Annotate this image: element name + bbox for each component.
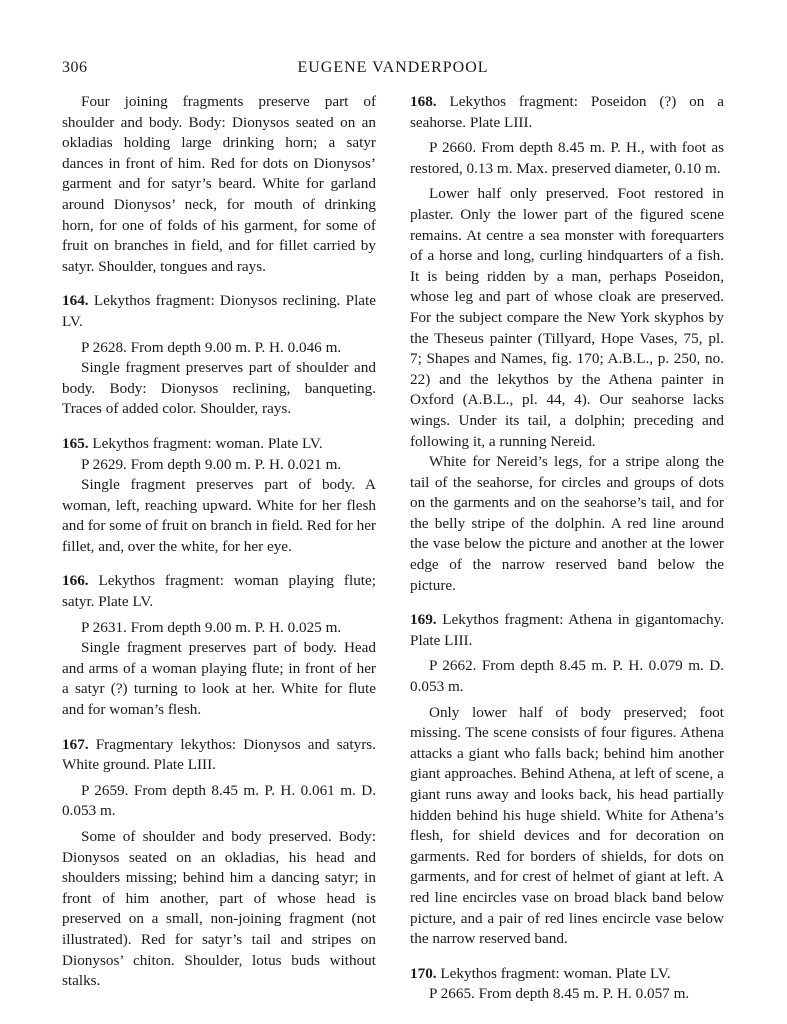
catalog-entry-168 [410,92,724,596]
entry-title: Lekythos fragment: woman. Plate LV. [440,964,671,982]
entry-heading [62,434,376,455]
entry-inventory: P 2628. From depth 9.00 m. P. H. 0.046 m. [81,338,342,356]
entry-title: Fragmentary lekythos: Dionysos and satyrs. White ground. Plate LIII. [62,735,377,774]
entry-title: Lekythos fragment: woman playing flute; satyr. Plate LV. [62,572,376,611]
catalog-entry-166 [62,571,376,720]
entry-inventory: P 2629. From depth 9.00 m. P. H. 0.021 m. [81,455,342,473]
entry-title: Lekythos fragment: Poseidon (?) on a seahorse. Plate LIII. [410,93,725,131]
page-header [62,59,724,83]
entry-number: 165. [62,434,89,452]
entry-heading [62,571,376,612]
entry-description: Single fragment preserves part of body. Head and arms of a woman playing flute; in front of her a satyr (?) turning to look at her. White for flute and for woman’s flesh. [62,639,376,719]
entry-number: 166. [62,572,89,590]
entry-title: Lekythos fragment: Athena in gigantomachy. Plate LIII. [410,611,724,649]
entry-heading [410,964,724,985]
entry-number: 164. [62,292,89,310]
entry-heading [410,610,724,651]
catalog-entry-165 [62,434,376,558]
entry-description: Single fragment preserves part of body. A woman, left, reaching upward. White for her flesh and for some of fruit on branch in field. Red for her fillet, and, over the white, for her eye. [62,476,376,555]
entry-number: 170. [410,964,437,982]
catalog-entry-164 [62,291,376,420]
right-column [410,92,724,1005]
entry-heading [62,735,376,776]
entry-number: 168. [410,93,437,110]
running-title: EUGENE VANDERPOOL [297,59,489,76]
entry-inventory: P 2662. From depth 8.45 m. P. H. 0.079 m. D. 0.053 m. [410,657,724,696]
entry-heading [62,291,376,332]
entry-title: Lekythos fragment: Dionysos reclining. Plate LV. [62,292,376,330]
catalog-entry-167 [62,735,376,992]
entry-heading [410,92,724,133]
page-number: 306 [62,59,88,76]
entry-inventory: P 2665. From depth 8.45 m. P. H. 0.057 m. [429,985,690,1003]
catalog-entry-170 [410,964,724,1005]
entry-description: Only lower half of body preserved; foot missing. The scene consists of four figures. Athena attacks a giant who falls back; behind him another giant approaches. Behind Athena, at left of scene, a giant runs away and looks back, his head partially hidden behind his huge shield. White for Athena’s flesh, for shield devices and for decoration on garments. Red for borders of shields, for dots on garments, and for crest of helmet of giant at left. A red line encircles vase on broad black band below picture, and a pair of red lines encircle vase below the narrow reserved band. [410,703,724,948]
entry-description: Lower half only preserved. Foot restored in plaster. Only the lower part of the figured scene remains. At centre a sea monster with forequarters of a horse and long, curling hindquarters of a fish. It is being ridden by a man, perhaps Poseidon, whose leg and part of whose cloak are preserved. For the subject compare the New York skyphos by the Theseus painter (Tillyard, Hope Vases, 75, pl. 7; Shapes and Names, fig. 170; A.B.L., p. 250, no. 22) and the lekythos by the Athena painter in Oxford (A.B.L., pl. 44, 4). Our seahorse lacks wings. Under its tail, a dolphin; preceding and following it, a running Nereid. [410,185,724,450]
entry-description: Some of shoulder and body preserved. Body: Dionysos seated on an okladias, his head and shoulders missing; behind him a dancing satyr; in front of him another, part of whose head is preserved on a small, non-joining fragment (not illustrated). Red for satyr’s tail and stripes on Dionysos’ chiton. Shoulder, lotus buds without stalks. [62,828,376,990]
catalog-entry-169 [410,610,724,950]
entry-number: 167. [62,735,89,753]
entry-description-continued: White for Nereid’s legs, for a stripe along the tail of the seahorse, for circles and groups of dots on the garments and on the seahorse’s tail, and for the belly stripe of the dolphin. A red line around the vase below the picture and another at the lower edge of the narrow reserved band below the picture. [410,453,724,594]
entry-inventory: P 2631. From depth 9.00 m. P. H. 0.025 m. [81,618,342,636]
entry-inventory: P 2659. From depth 8.45 m. P. H. 0.061 m. D. 0.053 m. [62,781,376,820]
continued-paragraph: Four joining fragments preserve part of shoulder and body. Body: Dionysos seated on an okladias holding large drinking horn; a satyr dances in front of him. Red for dots on Dionysos’ garment and for satyr’s beard. White for garland around Dionysos’ neck, for mouth of drinking horn, for one of folds of his garment, for some of fruit on branches in field, and for fillet carried by satyr. Shoulder, tongues and rays. [62,93,376,275]
entry-description: Single fragment preserves part of shoulder and body. Body: Dionysos reclining, banqueting. Traces of added color. Shoulder, rays. [62,359,376,418]
entry-inventory: P 2660. From depth 8.45 m. P. H., with foot as restored, 0.13 m. Max. preserved diameter, 0.10 m. [410,139,724,177]
left-column [62,92,376,992]
entry-title: Lekythos fragment: woman. Plate LV. [92,434,323,452]
entry-number: 169. [410,611,437,629]
